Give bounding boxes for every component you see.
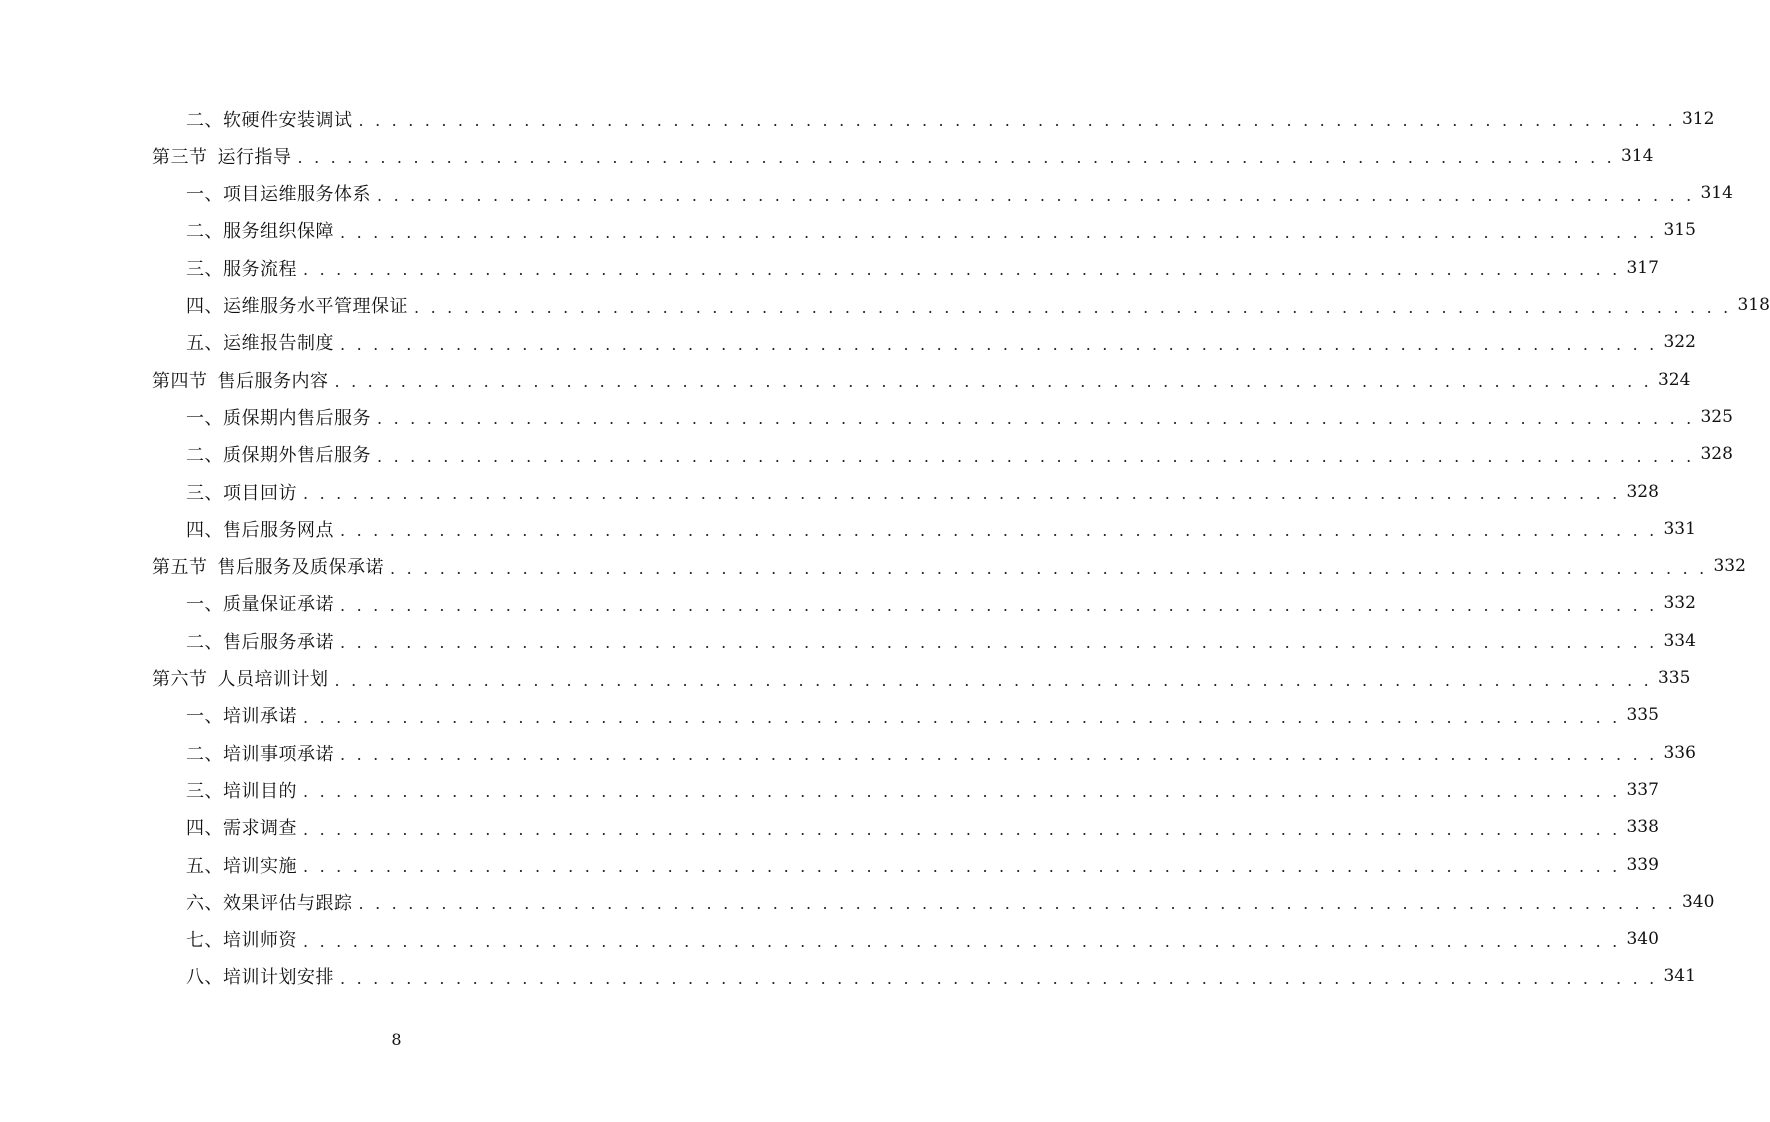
toc-subsection-row	[0, 809, 1659, 846]
toc-entry	[186, 809, 1659, 846]
toc-entry	[186, 100, 1715, 137]
toc-subsection-row	[0, 287, 1770, 324]
toc-subsection-row	[0, 436, 1733, 473]
toc-entry	[152, 660, 1691, 697]
toc-entry-title	[186, 777, 297, 803]
toc-dot-leader: . . . . . . . . . . . . . . . . . . . . . . . . . . . . . . . . . . . . . . . . . . . . . . . . . . . . . . . . . . . . . . . . . . . . . . . . . . . . . . . .	[340, 222, 1658, 242]
toc-subsection-row	[0, 622, 1696, 659]
toc-entry	[186, 473, 1659, 510]
toc-entry-title	[186, 441, 371, 467]
toc-page-number: 314	[1700, 183, 1733, 204]
toc-entry	[186, 697, 1659, 734]
toc-dot-leader: . . . . . . . . . . . . . . . . . . . . . . . . . . . . . . . . . . . . . . . . . . . . . . . . . . . . . . . . . . . . . . . . . . . . . . . . . . . . . . . .	[358, 894, 1676, 914]
toc-page-number: 312	[1681, 108, 1715, 129]
toc-entry	[186, 324, 1696, 361]
toc-page-number: 328	[1626, 481, 1659, 502]
toc-page-number: 332	[1663, 593, 1696, 614]
toc-entry-title	[186, 926, 297, 952]
toc-dot-leader: . . . . . . . . . . . . . . . . . . . . . . . . . . . . . . . . . . . . . . . . . . . . . . . . . . . . . . . . . . . . . . . . . . . . . . . . . . . . . . . .	[414, 297, 1732, 317]
toc-page-number: 317	[1626, 257, 1659, 278]
toc-title-text: 一、质保期内售后服务	[186, 407, 371, 429]
toc-title-text: 运行指导	[217, 146, 292, 168]
toc-entry	[186, 436, 1733, 473]
toc-dot-leader: . . . . . . . . . . . . . . . . . . . . . . . . . . . . . . . . . . . . . . . . . . . . . . . . . . . . . . . . . . . . . . . . . . . . . . . . . . . . . . . .	[340, 745, 1658, 765]
toc-dot-leader: . . . . . . . . . . . . . . . . . . . . . . . . . . . . . . . . . . . . . . . . . . . . . . . . . . . . . . . . . . . . . . . . . . . . . . . . . . . . . . . .	[297, 148, 1615, 168]
toc-entry	[186, 921, 1659, 958]
toc-entry-title	[186, 628, 334, 654]
toc-title-text: 一、项目运维服务体系	[186, 184, 371, 206]
toc-entry-title	[152, 143, 292, 169]
toc-entry	[186, 212, 1696, 249]
toc-dot-leader: . . . . . . . . . . . . . . . . . . . . . . . . . . . . . . . . . . . . . . . . . . . . . . . . . . . . . . . . . . . . . . . . . . . . . . . . . . . . . . . .	[340, 334, 1658, 354]
toc-page-number: 314	[1620, 145, 1654, 166]
toc-entry-title	[186, 479, 297, 505]
toc-page-number: 338	[1626, 817, 1659, 838]
toc-title-text: 四、售后服务网点	[186, 519, 334, 541]
toc-title-text: 七、培训师资	[186, 930, 297, 952]
toc-section-number: 第三节	[152, 146, 208, 168]
toc-subsection-row	[0, 921, 1659, 958]
toc-dot-leader: . . . . . . . . . . . . . . . . . . . . . . . . . . . . . . . . . . . . . . . . . . . . . . . . . . . . . . . . . . . . . . . . . . . . . . . . . . . . . . . .	[340, 968, 1658, 988]
toc-entry	[186, 771, 1659, 808]
toc-entry-title	[186, 516, 334, 542]
toc-dot-leader: . . . . . . . . . . . . . . . . . . . . . . . . . . . . . . . . . . . . . . . . . . . . . . . . . . . . . . . . . . . . . . . . . . . . . . . . . . . . . . . .	[377, 409, 1695, 429]
toc-entry-title	[186, 180, 371, 206]
toc-page-number: 315	[1663, 220, 1696, 241]
toc-title-text: 八、培训计划安排	[186, 967, 334, 989]
toc-entry-title	[186, 255, 297, 281]
toc-dot-leader: . . . . . . . . . . . . . . . . . . . . . . . . . . . . . . . . . . . . . . . . . . . . . . . . . . . . . . . . . . . . . . . . . . . . . . . . . . . . . . . .	[390, 558, 1708, 578]
toc-dot-leader: . . . . . . . . . . . . . . . . . . . . . . . . . . . . . . . . . . . . . . . . . . . . . . . . . . . . . . . . . . . . . . . . . . . . . . . . . . . . . . . .	[303, 707, 1621, 727]
toc-page-number: 325	[1700, 406, 1733, 427]
toc-subsection-row	[0, 249, 1659, 286]
toc-title-text: 人员培训计划	[217, 669, 329, 690]
toc-title-text: 四、运维服务水平管理保证	[186, 296, 408, 317]
toc-page-number: 322	[1663, 332, 1696, 353]
toc-entry-title	[186, 852, 297, 878]
toc-page-number: 336	[1663, 742, 1696, 763]
toc-page-number: 335	[1657, 668, 1691, 688]
toc-page-number: 324	[1657, 369, 1691, 390]
toc-dot-leader: . . . . . . . . . . . . . . . . . . . . . . . . . . . . . . . . . . . . . . . . . . . . . . . . . . . . . . . . . . . . . . . . . . . . . . . . . . . . . . . .	[377, 446, 1695, 466]
toc-entry-title	[186, 963, 334, 989]
toc-title-text: 三、服务流程	[186, 258, 297, 280]
toc-page-number: 332	[1713, 556, 1746, 577]
toc-subsection-row	[0, 212, 1696, 249]
toc-entry-title	[186, 814, 297, 840]
toc-entry-title	[152, 367, 329, 393]
toc-subsection-row	[0, 697, 1659, 734]
toc-entry	[186, 175, 1733, 212]
toc-entry-title	[186, 329, 334, 355]
toc-dot-leader: . . . . . . . . . . . . . . . . . . . . . . . . . . . . . . . . . . . . . . . . . . . . . . . . . . . . . . . . . . . . . . . . . . . . . . . . . . . . . . . .	[303, 819, 1621, 839]
toc-dot-leader: . . . . . . . . . . . . . . . . . . . . . . . . . . . . . . . . . . . . . . . . . . . . . . . . . . . . . . . . . . . . . . . . . . . . . . . . . . . . . . . .	[334, 372, 1652, 392]
toc-subsection-row	[0, 398, 1733, 435]
toc-title-text: 一、质量保证承诺	[186, 594, 334, 616]
toc-dot-leader: . . . . . . . . . . . . . . . . . . . . . . . . . . . . . . . . . . . . . . . . . . . . . . . . . . . . . . . . . . . . . . . . . . . . . . . . . . . . . . . .	[303, 931, 1621, 951]
toc-subsection-row	[0, 883, 1715, 920]
toc-page-number: 337	[1626, 779, 1659, 800]
toc-entry-title	[186, 702, 297, 728]
toc-dot-leader: . . . . . . . . . . . . . . . . . . . . . . . . . . . . . . . . . . . . . . . . . . . . . . . . . . . . . . . . . . . . . . . . . . . . . . . . . . . . . . . .	[303, 484, 1621, 503]
toc-entry	[186, 510, 1696, 547]
toc-entry	[186, 287, 1770, 324]
toc-entry-title	[186, 590, 334, 616]
toc-entry-title	[186, 292, 408, 318]
toc-subsection-row	[0, 175, 1733, 212]
toc-dot-leader: . . . . . . . . . . . . . . . . . . . . . . . . . . . . . . . . . . . . . . . . . . . . . . . . . . . . . . . . . . . . . . . . . . . . . . . . . . . . . . . .	[340, 595, 1658, 615]
toc-entry-title	[186, 889, 353, 915]
toc-entry	[186, 958, 1696, 995]
toc-title-text: 六、效果评估与跟踪	[186, 892, 353, 914]
toc-entry	[186, 622, 1696, 659]
toc-entry	[186, 734, 1696, 771]
toc-entry	[186, 398, 1733, 435]
toc-title-text: 五、运维报告制度	[186, 333, 334, 355]
toc-entry	[186, 846, 1659, 883]
toc-entry	[152, 361, 1691, 398]
toc-entry-title	[186, 106, 353, 132]
toc-dot-leader: . . . . . . . . . . . . . . . . . . . . . . . . . . . . . . . . . . . . . . . . . . . . . . . . . . . . . . . . . . . . . . . . . . . . . . . . . . . . . . . .	[358, 111, 1676, 130]
toc-dot-leader: . . . . . . . . . . . . . . . . . . . . . . . . . . . . . . . . . . . . . . . . . . . . . . . . . . . . . . . . . . . . . . . . . . . . . . . . . . . . . . . .	[377, 185, 1695, 205]
toc-subsection-row	[0, 510, 1696, 547]
toc-title-text: 四、需求调查	[186, 818, 297, 840]
toc-subsection-row	[0, 100, 1715, 137]
toc-entry-title	[152, 553, 384, 579]
toc-page-number: 340	[1681, 891, 1715, 912]
toc-entry-title	[186, 740, 334, 766]
toc-title-text: 三、项目回访	[186, 482, 297, 504]
toc-page-number: 340	[1626, 929, 1659, 950]
toc-entry	[186, 249, 1659, 286]
toc-subsection-row	[0, 771, 1659, 808]
toc-page-number: 328	[1700, 444, 1733, 465]
toc-title-text: 一、培训承诺	[186, 706, 297, 728]
toc-entry	[186, 585, 1696, 622]
toc-entry	[152, 137, 1654, 174]
toc-title-text: 二、培训事项承诺	[186, 743, 334, 765]
toc-title-text: 售后服务内容	[217, 370, 329, 392]
toc-subsection-row	[0, 734, 1696, 771]
toc-title-text: 售后服务及质保承诺	[217, 557, 384, 579]
toc-title-text: 二、质保期外售后服务	[186, 445, 371, 467]
toc-subsection-row	[0, 958, 1696, 995]
toc-title-text: 二、服务组织保障	[186, 221, 334, 243]
toc-page-number: 334	[1663, 630, 1696, 651]
toc-dot-leader: . . . . . . . . . . . . . . . . . . . . . . . . . . . . . . . . . . . . . . . . . . . . . . . . . . . . . . . . . . . . . . . . . . . . . . . . . . . . . . . .	[340, 633, 1658, 653]
toc-section-row	[0, 361, 1691, 398]
toc-section-row	[0, 137, 1654, 174]
toc-subsection-row	[0, 473, 1659, 510]
toc-dot-leader: . . . . . . . . . . . . . . . . . . . . . . . . . . . . . . . . . . . . . . . . . . . . . . . . . . . . . . . . . . . . . . . . . . . . . . . . . . . . . . . .	[303, 857, 1621, 876]
toc-dot-leader: . . . . . . . . . . . . . . . . . . . . . . . . . . . . . . . . . . . . . . . . . . . . . . . . . . . . . . . . . . . . . . . . . . . . . . . . . . . . . . . .	[334, 670, 1652, 690]
toc-section-number: 第六节	[152, 669, 208, 690]
toc-page-number: 318	[1737, 295, 1770, 315]
toc-page-number: 339	[1626, 854, 1659, 875]
toc-entry	[186, 883, 1715, 920]
toc-subsection-row	[0, 324, 1696, 361]
toc-dot-leader: . . . . . . . . . . . . . . . . . . . . . . . . . . . . . . . . . . . . . . . . . . . . . . . . . . . . . . . . . . . . . . . . . . . . . . . . . . . . . . . .	[303, 260, 1621, 280]
toc-title-text: 五、培训实施	[186, 855, 297, 877]
toc-page-number: 335	[1626, 705, 1659, 726]
toc-dot-leader: . . . . . . . . . . . . . . . . . . . . . . . . . . . . . . . . . . . . . . . . . . . . . . . . . . . . . . . . . . . . . . . . . . . . . . . . . . . . . . . .	[303, 782, 1621, 802]
toc-entry-title	[152, 665, 329, 691]
toc-entry-title	[186, 217, 334, 243]
toc-entry-title	[186, 404, 371, 430]
toc-subsection-row	[0, 846, 1659, 883]
toc-entry	[152, 548, 1746, 585]
toc-title-text: 二、售后服务承诺	[186, 631, 334, 653]
toc-dot-leader: . . . . . . . . . . . . . . . . . . . . . . . . . . . . . . . . . . . . . . . . . . . . . . . . . . . . . . . . . . . . . . . . . . . . . . . . . . . . . . . .	[340, 521, 1658, 541]
toc-title-text: 二、软硬件安装调试	[186, 109, 353, 131]
toc-page-number: 341	[1663, 966, 1696, 987]
toc-section-row	[0, 660, 1691, 697]
toc-section-number: 第四节	[152, 370, 208, 392]
toc-page-number: 331	[1663, 518, 1696, 539]
toc-subsection-row	[0, 585, 1696, 622]
page-number: 8	[391, 1030, 402, 1049]
toc-section-row	[0, 548, 1746, 585]
toc-title-text: 三、培训目的	[186, 780, 297, 802]
toc-section-number: 第五节	[152, 557, 208, 579]
